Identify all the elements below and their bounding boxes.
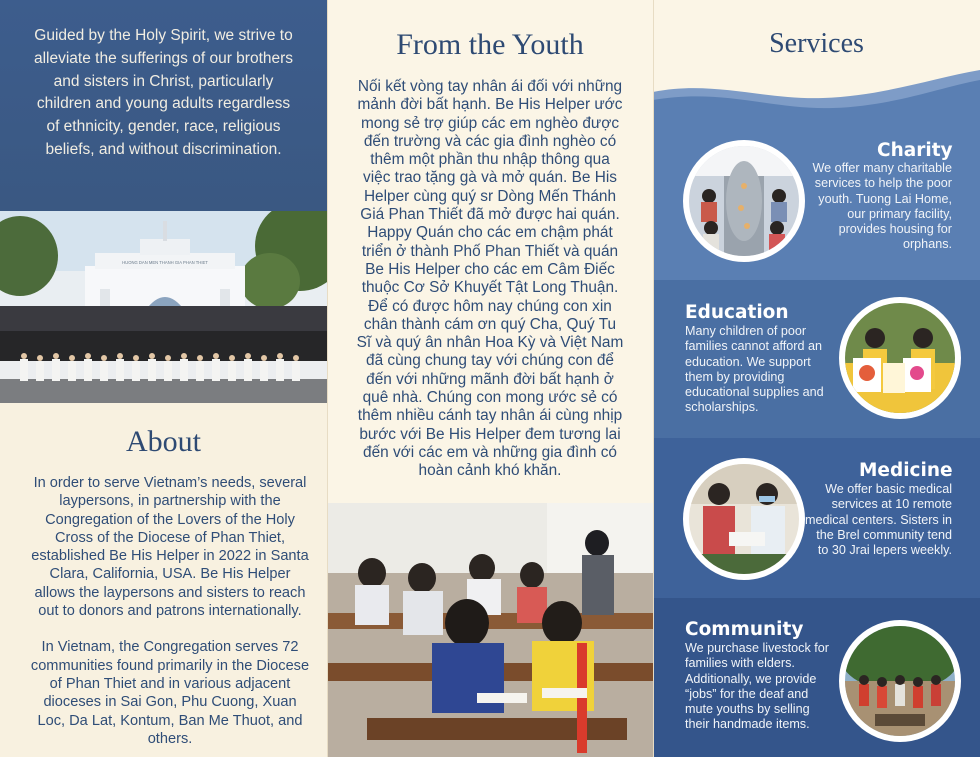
- community-title: Community: [685, 619, 804, 640]
- medicine-text: We offer basic medical services at 10 remote medical centers. Sisters in the Brel community tend to 30 Jrai lepers weekly.: [805, 482, 952, 558]
- youth-text: [355, 78, 625, 481]
- about-title: About: [126, 425, 201, 458]
- education-title: Education: [685, 302, 789, 323]
- services-title: Services: [769, 28, 864, 59]
- community-text: We purchase livestock for families with elders. Additionally, we provide “jobs” for the deaf and mute youths by selling their handmade items.: [685, 641, 829, 732]
- building-sign: HUONG DAN MEN THANH GIA PHAN THIET: [122, 260, 208, 265]
- charity-text: We offer many charitable services to help the poor youth. Tuong Lai Home, our primary facility, provides housing for orphans.: [812, 161, 952, 252]
- fold-line-2: [653, 0, 654, 757]
- youth-paragraph-1: Nối kết vòng tay nhân ái đối với những mảnh đời bất hạnh. Be His Helper ước mong sẻ trợ giúp các em nghèo được đến trường và các gia đình nghèo có thêm một phần thu nhập thông qua việc trao tặng gà và mở quán. Be His Helper cùng quý sr Dòng Mến Thánh Giá Phan Thiết đã mở được hai quán.: [357, 78, 623, 224]
- education-photo: [839, 297, 961, 419]
- community-photo: [839, 620, 961, 742]
- fold-line-1: [327, 0, 328, 757]
- service-education: [653, 280, 980, 438]
- left-panel: [0, 0, 327, 757]
- about-paragraph-2: In Vietnam, the Congregation serves 72 communities found primarily in the Diocese of Phan Thiet and in various adjacent dioceses in Sai Gon, Phu Cuong, Xuan Loc, Da Lat, Kontum, Ban Me Thuot, and others.: [30, 639, 310, 747]
- youth-paragraph-2: Happy Quán cho các em chậm phát triển ở thành Phố Phan Thiết và quán Be His Helper cho các em Câm Điếc thuộc Cơ Sở Khuyết Tật Long Thuận. Để có được hôm nay chúng con xin chân thành cám ơn quý Cha, Quý Tu Sĩ và quý ân nhân Hoa Kỳ và Việt Nam đã cùng chung tay với chúng con để đến với những mãnh đời bất hạnh ở quê nhà. Chúng con mong ước sẻ có thêm nhiều cánh tay nhân ái cùng nhịp bước với Be His Helper đem tương lai đến với các em và những gia đình có hoàn cảnh khó khăn.: [356, 224, 624, 480]
- education-text: Many children of poor families cannot afford an education. We support them by providing educational supplies and scholarships.: [685, 324, 824, 415]
- youth-title: From the Youth: [396, 28, 584, 61]
- right-panel: [653, 0, 980, 757]
- classroom-photo: [327, 503, 653, 757]
- medicine-photo: [683, 458, 805, 580]
- about-paragraph-1: In order to serve Vietnam’s needs, several laypersons, in partnership with the Congregation of the Lovers of the Holy Cross of the Diocese of Phan Thiet, established Be His Helper in 2022 in Santa Clara, California, USA. Be His Helper allows the laypersons and sisters to reach out to donors and patrons internationally.: [31, 475, 309, 620]
- medicine-title: Medicine: [859, 460, 953, 481]
- service-medicine: [653, 438, 980, 598]
- service-charity: [653, 117, 980, 280]
- about-text: [30, 474, 310, 748]
- middle-panel: [327, 0, 653, 757]
- mission-statement: Guided by the Holy Spirit, we strive to alleviate the sufferings of our brothers and sisters in Christ, particularly children and young adults regardless of ethnicity, gender, race, religious beliefs, and without discrimination.: [0, 0, 327, 211]
- service-community: [653, 598, 980, 757]
- group-photo: [0, 211, 327, 403]
- charity-photo: [683, 140, 805, 262]
- charity-title: Charity: [877, 140, 953, 161]
